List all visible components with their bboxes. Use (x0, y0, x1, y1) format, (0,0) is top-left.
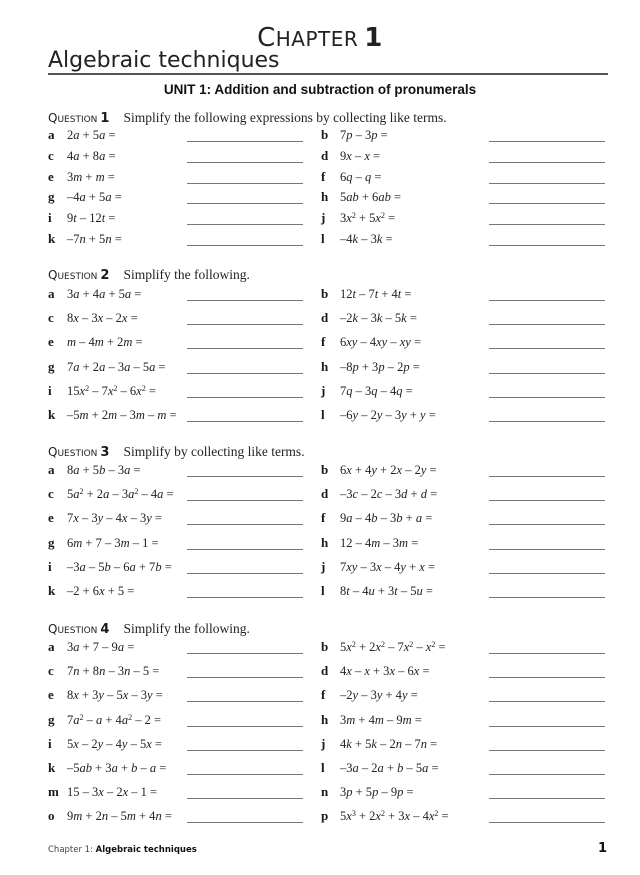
item-expression: 12 – 4m – 3m = (340, 535, 419, 550)
item-letter: j (321, 558, 326, 574)
answer-blank[interactable] (187, 701, 303, 702)
exercise-item-1b (321, 127, 609, 143)
question-3-heading (48, 444, 305, 460)
item-letter: d (321, 663, 329, 679)
answer-blank[interactable] (489, 162, 605, 163)
item-letter: e (48, 334, 54, 350)
exercise-item-2f (321, 334, 609, 350)
item-expression: –3c – 2c – 3d + d = (340, 487, 438, 502)
item-letter: l (321, 231, 325, 246)
item-letter: i (48, 558, 52, 574)
question-number: 2 (100, 268, 110, 283)
exercise-item-4k (48, 760, 307, 776)
item-letter: d (321, 486, 329, 502)
item-expression: 2a + 5a = (67, 128, 116, 142)
item-letter: o (48, 808, 55, 824)
question-1-heading (48, 110, 447, 126)
item-expression: 4x – x + 3x – 6x = (340, 664, 430, 679)
answer-blank[interactable] (187, 245, 303, 246)
header-rule (48, 73, 608, 75)
answer-blank[interactable] (489, 224, 605, 225)
answer-blank[interactable] (489, 397, 605, 398)
item-expression: 8x + 3y – 5x – 3y = (67, 688, 163, 703)
exercise-item-2e (48, 334, 307, 350)
footer-chapter-prefix: Chapter 1: (48, 845, 96, 855)
item-letter: b (321, 462, 329, 477)
item-letter: g (48, 358, 55, 374)
item-expression: 5x – 2y – 4y – 5x = (67, 736, 162, 751)
answer-blank[interactable] (489, 653, 605, 654)
question-2-heading (48, 267, 250, 283)
item-letter: l (321, 583, 325, 598)
answer-blank[interactable] (187, 750, 303, 751)
exercise-item-3l (321, 583, 609, 599)
exercise-item-2l (321, 407, 609, 423)
exercise-item-2i (48, 383, 307, 399)
item-letter: f (321, 334, 326, 350)
question-instruction: Simplify the following. (123, 621, 250, 636)
exercise-item-2h (321, 359, 609, 375)
item-expression: 3a + 4a + 5a = (67, 287, 142, 301)
item-expression: –5m + 2m – 3m – m = (67, 408, 177, 422)
question-label-rest: UESTION (57, 449, 98, 459)
item-letter: k (48, 583, 56, 598)
item-expression: 4k + 5k – 2n – 7n = (340, 736, 438, 751)
answer-blank[interactable] (489, 726, 605, 727)
item-expression: $3x^2 + 5x^2$ = (340, 211, 396, 226)
chapter-word-rest: HAPTER (275, 27, 359, 51)
exercise-item-1f (321, 169, 609, 185)
answer-blank[interactable] (489, 573, 605, 574)
item-letter: m (48, 784, 59, 800)
item-expression: 4a + 8a = (67, 148, 116, 163)
answer-blank[interactable] (489, 141, 605, 142)
item-letter: f (321, 168, 326, 184)
answer-blank[interactable] (489, 300, 605, 301)
question-label (48, 445, 97, 459)
exercise-item-4h (321, 712, 609, 728)
item-expression: –4a + 5a = (67, 190, 122, 205)
answer-blank[interactable] (187, 597, 303, 598)
exercise-item-4o (48, 808, 307, 824)
exercise-item-3d (321, 486, 609, 502)
item-expression: 6xy – 4xy – xy = (340, 335, 422, 350)
answer-blank[interactable] (187, 421, 303, 422)
exercise-item-3f (321, 510, 609, 526)
answer-blank[interactable] (187, 573, 303, 574)
chapter-title: Algebraic techniques (48, 48, 280, 73)
exercise-item-3h (321, 535, 609, 551)
exercise-item-2d (321, 310, 609, 326)
exercise-item-4a (48, 639, 307, 655)
item-expression: 7n + 8n – 3n – 5 = (67, 664, 160, 679)
item-expression: $5x^2 + 2x^2 - 7x^2 - x^2$ = (340, 640, 446, 654)
answer-blank[interactable] (489, 245, 605, 246)
item-letter: j (321, 210, 326, 226)
item-letter: a (48, 286, 55, 301)
item-expression: 9x – x = (340, 148, 381, 163)
item-letter: k (48, 407, 56, 422)
item-expression: 7q – 3q – 4q = (340, 383, 413, 398)
exercise-item-2c (48, 310, 307, 326)
exercise-item-3j (321, 559, 609, 575)
answer-blank[interactable] (489, 597, 605, 598)
item-letter: l (321, 407, 325, 422)
item-expression: $15x^2 - 7x^2 - 6x^2$ = (67, 383, 156, 398)
item-expression: –3a – 5b – 6a + 7b = (67, 559, 172, 574)
exercise-item-4j (321, 736, 609, 752)
item-letter: a (48, 462, 55, 477)
item-expression: 9t – 12t = (67, 211, 116, 226)
answer-blank[interactable] (489, 183, 605, 184)
exercise-item-4n (321, 784, 609, 800)
answer-blank[interactable] (187, 476, 303, 477)
item-expression: 9m + 2n – 5m + 4n = (67, 809, 172, 824)
exercise-item-1d (321, 148, 609, 164)
item-expression: 7p – 3p = (340, 128, 388, 142)
question-label-rest: UESTION (57, 626, 98, 636)
item-letter: p (321, 808, 329, 824)
item-letter: j (321, 382, 326, 398)
item-expression: $5x^3 + 2x^2 + 3x - 4x^2$ = (340, 809, 449, 824)
item-expression: m – 4m + 2m = (67, 335, 143, 350)
answer-blank[interactable] (489, 774, 605, 775)
answer-blank[interactable] (187, 549, 303, 550)
answer-blank[interactable] (489, 701, 605, 702)
exercise-item-3g (48, 535, 307, 551)
item-letter: c (48, 310, 54, 326)
item-letter: c (48, 147, 54, 163)
exercise-item-1h (321, 189, 609, 205)
answer-blank[interactable] (187, 162, 303, 163)
item-letter: k (48, 760, 56, 775)
item-letter: b (321, 639, 329, 654)
exercise-item-3e (48, 510, 307, 526)
item-letter: k (48, 231, 56, 246)
item-expression: 7x – 3y – 4x – 3y = (67, 511, 162, 526)
item-expression: 6x + 4y + 2x – 2y = (340, 463, 437, 477)
question-number: 1 (100, 111, 110, 126)
item-expression: 7xy – 3x – 4y + x = (340, 559, 436, 574)
question-instruction: Simplify by collecting like terms. (123, 444, 305, 459)
exercise-item-2k (48, 407, 307, 423)
exercise-item-4l (321, 760, 609, 776)
answer-blank[interactable] (489, 798, 605, 799)
item-letter: d (321, 147, 329, 163)
item-expression: –5ab + 3a + b – a = (67, 761, 167, 775)
item-expression: 3m + 4m – 9m = (340, 712, 422, 727)
question-label-first: Q (48, 445, 58, 459)
exercise-item-1k (48, 231, 307, 247)
exercise-item-3b (321, 462, 609, 478)
chapter-word-first: C (257, 23, 276, 53)
answer-blank[interactable] (187, 348, 303, 349)
item-expression: 8a + 5b – 3a = (67, 463, 141, 477)
answer-blank[interactable] (489, 750, 605, 751)
answer-blank[interactable] (489, 677, 605, 678)
answer-blank[interactable] (489, 822, 605, 823)
question-label-rest: UESTION (57, 115, 98, 125)
question-label-first: Q (48, 622, 58, 636)
item-expression: 7a + 2a – 3a – 5a = (67, 359, 166, 374)
answer-blank[interactable] (187, 373, 303, 374)
question-label (48, 111, 97, 125)
answer-blank[interactable] (489, 348, 605, 349)
exercise-item-1i (48, 210, 307, 226)
answer-blank[interactable] (187, 798, 303, 799)
item-letter: h (321, 711, 329, 727)
item-expression: –4k – 3k = (340, 232, 393, 246)
answer-blank[interactable] (489, 500, 605, 501)
exercise-item-1e (48, 169, 307, 185)
item-letter: h (321, 189, 329, 205)
item-expression: –2 + 6x + 5 = (67, 584, 135, 598)
exercise-item-4g (48, 712, 307, 728)
answer-blank[interactable] (187, 677, 303, 678)
item-expression: 3p + 5p – 9p = (340, 785, 414, 800)
exercise-item-4i (48, 736, 307, 752)
answer-blank[interactable] (187, 774, 303, 775)
item-expression: –2y – 3y + 4y = (340, 688, 418, 703)
question-label-rest: UESTION (57, 272, 98, 282)
exercise-item-2a (48, 286, 307, 302)
answer-blank[interactable] (187, 524, 303, 525)
answer-blank[interactable] (489, 421, 605, 422)
item-letter: a (48, 639, 55, 654)
item-letter: i (48, 735, 52, 751)
answer-blank[interactable] (489, 549, 605, 550)
item-letter: e (48, 510, 54, 526)
exercise-item-4b (321, 639, 609, 655)
item-letter: b (321, 286, 329, 301)
exercise-item-4e (48, 687, 307, 703)
item-expression: 9a – 4b – 3b + a = (340, 511, 433, 526)
item-letter: c (48, 663, 54, 679)
item-expression: 3m + m = (67, 169, 115, 184)
item-expression: $7a^2 - a + 4a^2 - 2$ = (67, 712, 161, 727)
item-letter: i (48, 210, 52, 226)
item-expression: $5a^2 + 2a - 3a^2 - 4a$ = (67, 487, 174, 502)
item-expression: –8p + 3p – 2p = (340, 359, 420, 374)
answer-blank[interactable] (489, 203, 605, 204)
answer-blank[interactable] (187, 141, 303, 142)
item-letter: a (48, 127, 55, 142)
answer-blank[interactable] (187, 324, 303, 325)
item-expression: 15 – 3x – 2x – 1 = (67, 785, 158, 800)
answer-blank[interactable] (187, 726, 303, 727)
chapter-number: 1 (364, 23, 383, 53)
item-letter: c (48, 486, 54, 502)
exercise-item-4p (321, 808, 609, 824)
exercise-item-2j (321, 383, 609, 399)
question-instruction: Simplify the following. (123, 267, 250, 282)
exercise-item-3i (48, 559, 307, 575)
question-number: 3 (100, 445, 110, 460)
item-letter: g (48, 189, 55, 205)
exercise-item-1l (321, 231, 609, 247)
exercise-item-1c (48, 148, 307, 164)
answer-blank[interactable] (187, 822, 303, 823)
question-instruction: Simplify the following expressions by collecting like terms. (123, 110, 447, 125)
question-label (48, 268, 97, 282)
answer-blank[interactable] (489, 476, 605, 477)
item-expression: 5ab + 6ab = (340, 190, 401, 205)
exercise-item-1g (48, 189, 307, 205)
item-expression: –6y – 2y – 3y + y = (340, 408, 436, 422)
item-letter: j (321, 735, 326, 751)
item-letter: g (48, 534, 55, 550)
item-letter: e (48, 168, 54, 184)
question-number: 4 (100, 622, 110, 637)
answer-blank[interactable] (489, 324, 605, 325)
item-letter: h (321, 358, 329, 374)
item-letter: i (48, 382, 52, 398)
answer-blank[interactable] (187, 203, 303, 204)
exercise-item-4c (48, 663, 307, 679)
item-expression: –7n + 5n = (67, 232, 122, 246)
footer-chapter (48, 845, 197, 855)
answer-blank[interactable] (187, 653, 303, 654)
item-letter: b (321, 127, 329, 142)
item-letter: d (321, 310, 329, 326)
answer-blank[interactable] (187, 500, 303, 501)
item-expression: –2k – 3k – 5k = (340, 311, 417, 326)
exercise-item-4f (321, 687, 609, 703)
item-letter: e (48, 687, 54, 703)
answer-blank[interactable] (489, 524, 605, 525)
answer-blank[interactable] (187, 183, 303, 184)
item-letter: g (48, 711, 55, 727)
item-expression: 12t – 7t + 4t = (340, 287, 412, 301)
answer-blank[interactable] (187, 397, 303, 398)
exercise-item-3c (48, 486, 307, 502)
item-expression: 6m + 7 – 3m – 1 = (67, 535, 159, 550)
item-letter: h (321, 534, 329, 550)
exercise-item-2b (321, 286, 609, 302)
answer-blank[interactable] (187, 300, 303, 301)
question-label-first: Q (48, 268, 58, 282)
item-expression: 6q – q = (340, 169, 382, 184)
answer-blank[interactable] (489, 373, 605, 374)
item-letter: l (321, 760, 325, 775)
answer-blank[interactable] (187, 224, 303, 225)
exercise-item-4m (48, 784, 307, 800)
page-number: 1 (598, 841, 608, 856)
item-letter: f (321, 687, 326, 703)
exercise-item-3a (48, 462, 307, 478)
item-expression: –3a – 2a + b – 5a = (340, 761, 439, 775)
item-letter: f (321, 510, 326, 526)
item-expression: 8t – 4u + 3t – 5u = (340, 584, 433, 598)
item-expression: 3a + 7 – 9a = (67, 640, 135, 654)
exercise-item-1j (321, 210, 609, 226)
item-expression: 8x – 3x – 2x = (67, 311, 138, 326)
unit-title: UNIT 1: Addition and subtraction of pronumerals (163, 82, 477, 97)
question-label-first: Q (48, 111, 58, 125)
question-label (48, 622, 97, 636)
exercise-item-3k (48, 583, 307, 599)
question-4-heading (48, 621, 250, 637)
footer-chapter-name: Algebraic techniques (95, 845, 197, 855)
item-letter: n (321, 784, 329, 800)
exercise-item-2g (48, 359, 307, 375)
exercise-item-1a (48, 127, 307, 143)
exercise-item-4d (321, 663, 609, 679)
